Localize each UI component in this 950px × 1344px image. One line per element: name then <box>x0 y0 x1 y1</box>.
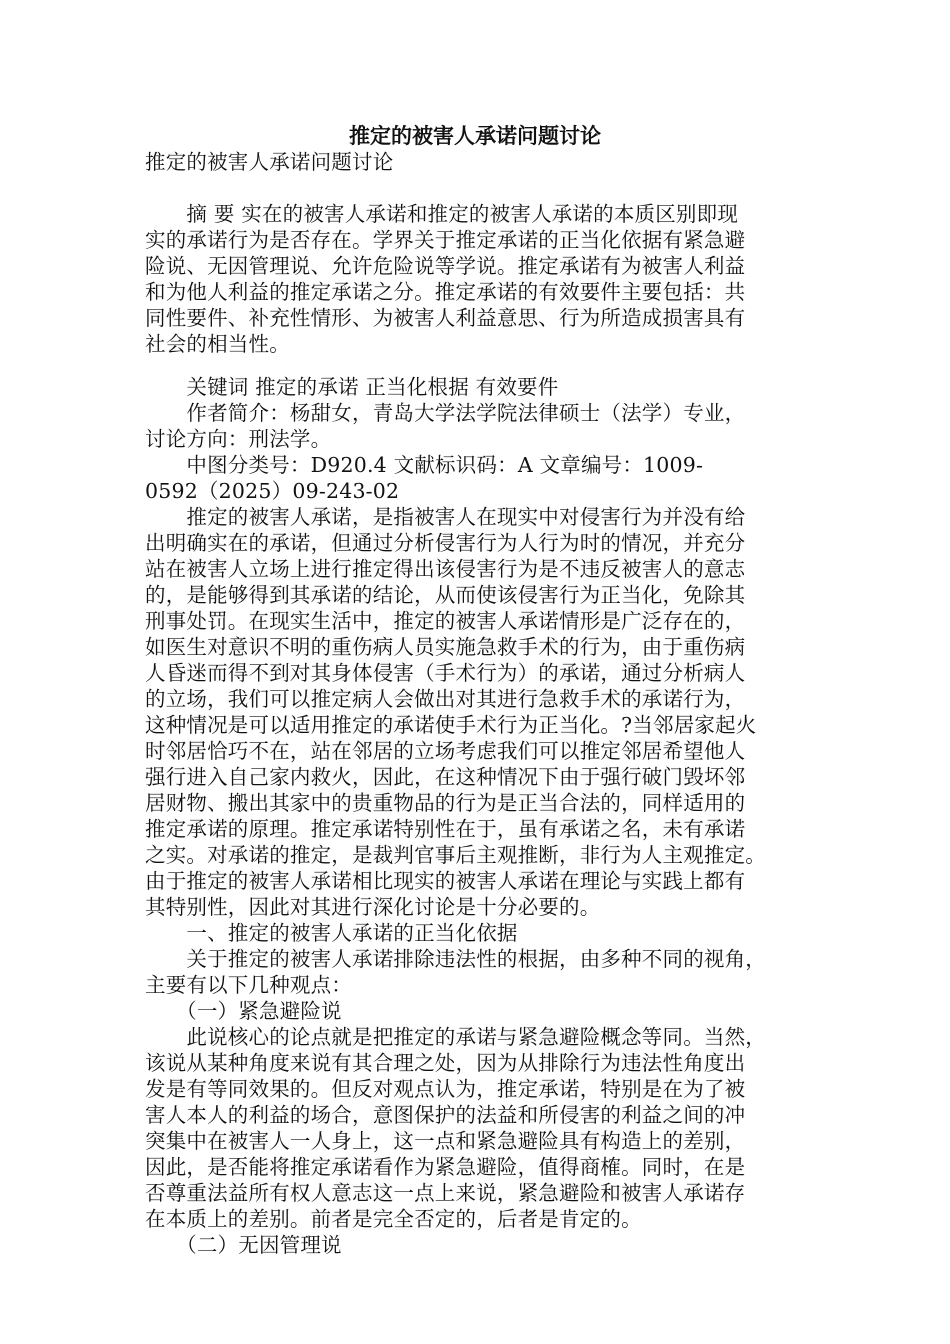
abstract-line: 社会的相当性。 <box>145 332 290 356</box>
body-line: 的立场，我们可以推定病人会做出对其进行急救手术的承诺行为， <box>145 687 746 711</box>
author-line: 作者简介：杨甜女，青岛大学法学院法律硕士（法学）专业， <box>145 401 746 425</box>
body-line: 此说核心的论点就是把推定的承诺与紧急避险概念等同。当然， <box>145 1025 766 1049</box>
document-title: 推定的被害人承诺问题讨论 <box>349 123 601 148</box>
body-line: 如医生对意识不明的重伤病人员实施急救手术的行为，由于重伤病 <box>145 635 746 659</box>
keywords-line: 关键词 推定的承诺 正当化根据 有效要件 <box>145 375 559 399</box>
body-line: 时邻居恰巧不在，站在邻居的立场考虑我们可以推定邻居希望他人 <box>145 739 746 763</box>
body-line: 因此，是否能将推定承诺看作为紧急避险，值得商榷。同时，在是 <box>145 1155 746 1179</box>
section-heading: 一、推定的被害人承诺的正当化依据 <box>145 921 518 945</box>
body-line: 推定承诺的原理。推定承诺特别性在于，虽有承诺之名，未有承诺 <box>145 817 746 841</box>
body-line: 由于推定的被害人承诺相比现实的被害人承诺在理论与实践上都有 <box>145 869 746 893</box>
body-line: 强行进入自己家内救火，因此，在这种情况下由于强行破门毁坏邻 <box>145 765 746 789</box>
body-line: 害人本人的利益的场合，意图保护的法益和所侵害的利益之间的冲 <box>145 1103 746 1127</box>
subsection-heading: （二）无因管理说 <box>145 1233 342 1257</box>
body-line: 居财物、搬出其家中的贵重物品的行为是正当合法的，同样适用的 <box>145 791 746 815</box>
body-line: 主要有以下几种观点： <box>145 973 352 997</box>
body-line: 关于推定的被害人承诺排除违法性的根据，由多种不同的视角， <box>145 947 766 971</box>
body-line: 其特别性，因此对其进行深化讨论是十分必要的。 <box>145 895 601 919</box>
body-line: 的，是能够得到其承诺的结论，从而使该侵害行为正当化，免除其 <box>145 583 746 607</box>
abstract-line: 险说、无因管理说、允许危险说等学说。推定承诺有为被害人利益 <box>145 254 746 278</box>
body-line: 出明确实在的承诺，但通过分析侵害行为人行为时的情况，并充分 <box>145 531 746 555</box>
body-line: 这种情况是可以适用推定的承诺使手术行为正当化。?当邻居家起火 <box>145 713 757 737</box>
body-line: 站在被害人立场上进行推定得出该侵害行为是不违反被害人的意志 <box>145 557 746 581</box>
body-line: 在本质上的差别。前者是完全否定的，后者是肯定的。 <box>145 1207 642 1231</box>
classification-line: 0592（2025）09-243-02 <box>145 479 400 503</box>
body-line: 否尊重法益所有权人意志这一点上来说，紧急避险和被害人承诺存 <box>145 1181 746 1205</box>
body-line: 该说从某种角度来说有其合理之处，因为从排除行为违法性角度出 <box>145 1051 746 1075</box>
body-line: 刑事处罚。在现实生活中，推定的被害人承诺情形是广泛存在的， <box>145 609 746 633</box>
classification-line: 中图分类号：D920.4 文献标识码：A 文章编号：1009- <box>145 453 704 477</box>
abstract-line: 同性要件、补充性情形、为被害人利益意思、行为所造成损害具有 <box>145 306 746 330</box>
abstract-line: 摘 要 实在的被害人承诺和推定的被害人承诺的本质区别即现 <box>145 202 739 226</box>
body-line: 人昏迷而得不到对其身体侵害（手术行为）的承诺，通过分析病人 <box>145 661 746 685</box>
author-line: 讨论方向：刑法学。 <box>145 427 332 451</box>
body-line: 之实。对承诺的推定，是裁判官事后主观推断，非行为人主观推定。 <box>145 843 766 867</box>
body-line: 突集中在被害人一人身上，这一点和紧急避险具有构造上的差别， <box>145 1129 746 1153</box>
body-line: 发是有等同效果的。但反对观点认为，推定承诺，特别是在为了被 <box>145 1077 746 1101</box>
body-line: 推定的被害人承诺，是指被害人在现实中对侵害行为并没有给 <box>145 505 746 529</box>
subtitle-line: 推定的被害人承诺问题讨论 <box>145 150 394 174</box>
subsection-heading: （一）紧急避险说 <box>145 999 342 1023</box>
abstract-line: 实的承诺行为是否存在。学界关于推定承诺的正当化依据有紧急避 <box>145 228 746 252</box>
abstract-line: 和为他人利益的推定承诺之分。推定承诺的有效要件主要包括：共 <box>145 280 746 304</box>
